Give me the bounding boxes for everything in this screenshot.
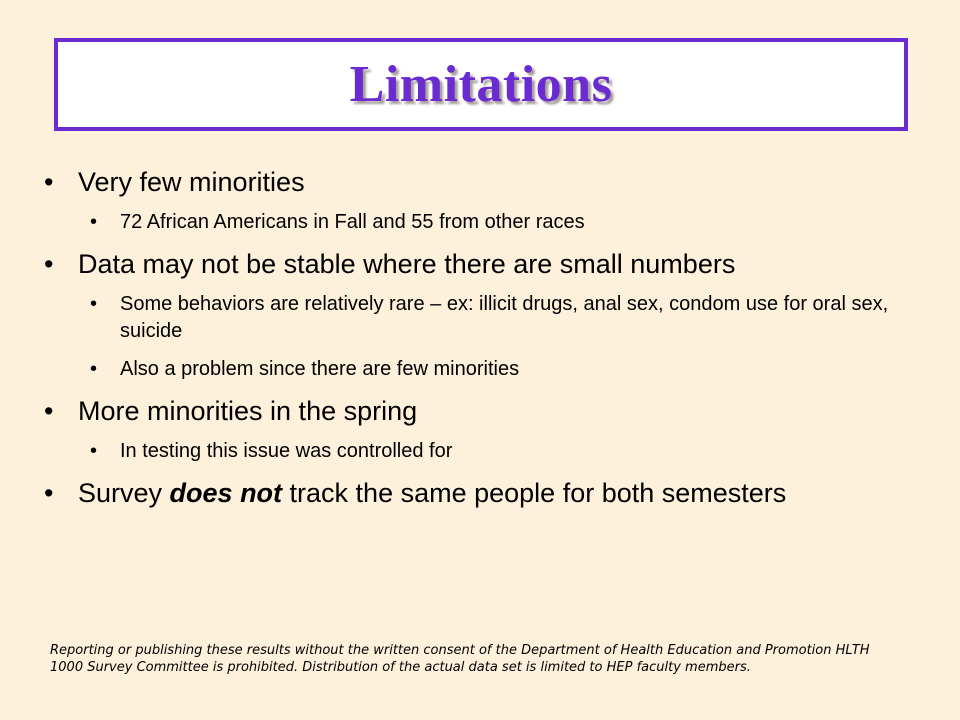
sub-bullet-text: Some behaviors are relatively rare – ex: illicit drugs, anal sex, condom use for oral sex, suicide <box>120 293 889 342</box>
page-title: Limitations <box>349 56 613 113</box>
bullet-icon: • <box>44 478 54 508</box>
bullet-text: More minorities in the spring <box>78 396 418 426</box>
sub-bullet-item <box>44 209 924 236</box>
sub-bullet-text: In testing this issue was controlled for <box>120 440 453 462</box>
bullet-list <box>44 165 924 520</box>
bullet-icon: • <box>90 440 98 462</box>
footer-disclaimer: Reporting or publishing these results without the written consent of the Department of Health Education and Promotion HLTH 1000 Survey Committee is prohibited. Distribution of the actual data set is limited to HEP faculty members. <box>50 643 870 675</box>
bullet-icon: • <box>90 358 98 380</box>
bullet-text: Data may not be stable where there are small numbers <box>78 249 736 279</box>
bullet-icon: • <box>44 249 54 279</box>
bullet-item <box>44 247 924 281</box>
sub-bullet-text: Also a problem since there are few minorities <box>120 358 520 380</box>
sub-bullet-item <box>44 356 924 383</box>
bullet-text-emphasis: does not <box>169 478 283 508</box>
bullet-item <box>44 165 924 199</box>
bullet-icon: • <box>44 396 54 426</box>
bullet-icon: • <box>44 167 54 197</box>
bullet-text-end: track the same people for both semesters <box>282 478 787 508</box>
bullet-item <box>44 394 924 428</box>
bullet-icon: • <box>90 293 98 315</box>
sub-bullet-item <box>44 291 924 345</box>
bullet-icon: • <box>90 211 98 233</box>
sub-bullet-text: 72 African Americans in Fall and 55 from other races <box>120 211 585 233</box>
title-box <box>54 38 908 131</box>
bullet-item <box>44 476 924 510</box>
bullet-text-start: Survey <box>78 478 170 508</box>
bullet-text: Very few minorities <box>78 167 305 197</box>
sub-bullet-item <box>44 438 924 465</box>
